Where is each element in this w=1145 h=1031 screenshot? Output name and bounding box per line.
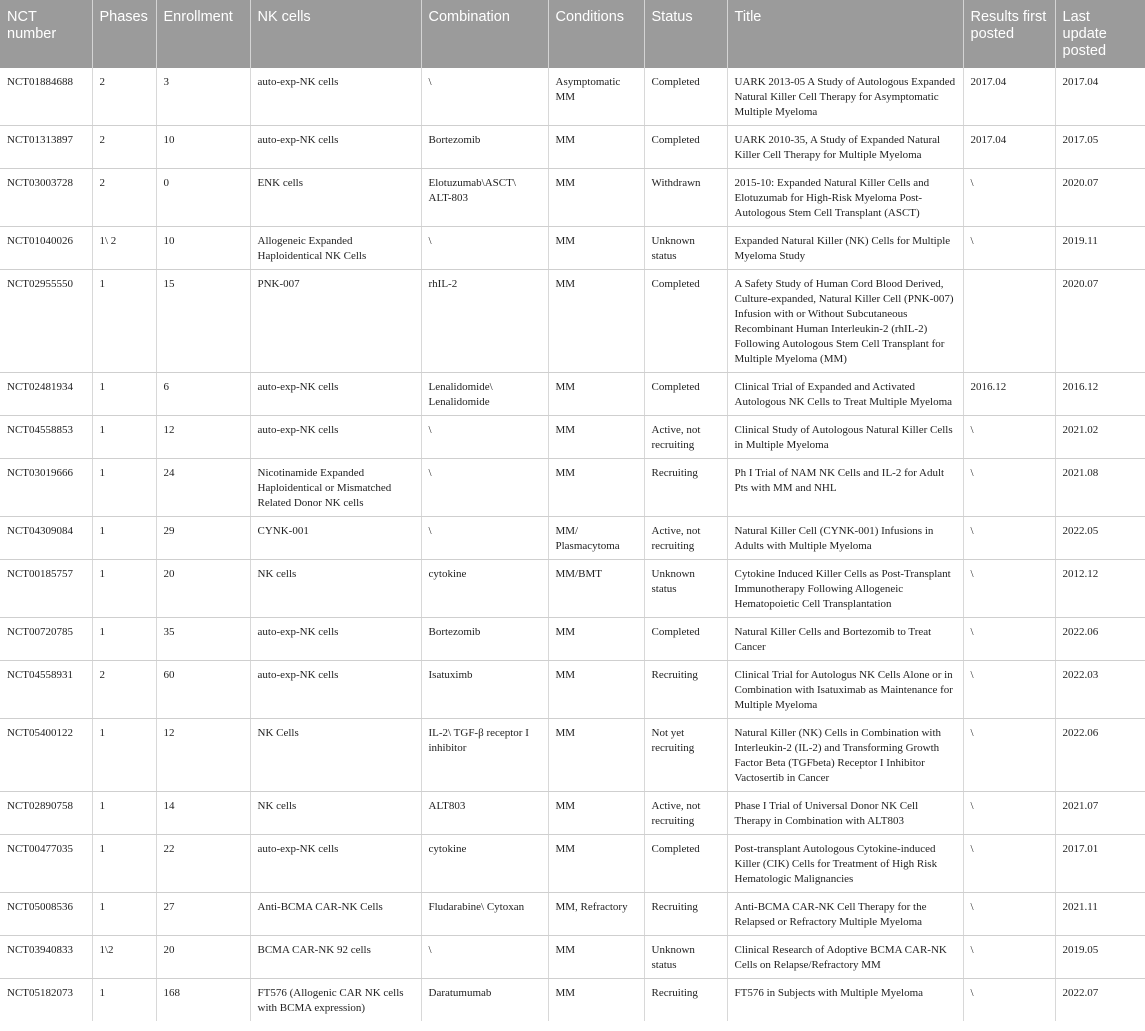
conditions-cell: MM [548,661,644,719]
conditions-cell: MM [548,618,644,661]
enrollment-cell: 14 [156,792,250,835]
nk-cells-cell: Anti-BCMA CAR-NK Cells [250,893,421,936]
title-cell: Anti-BCMA CAR-NK Cell Therapy for the Relapsed or Refractory Multiple Myeloma [727,893,963,936]
last-update-posted-cell: 2020.07 [1055,270,1145,373]
nct-number-cell: NCT01884688 [0,68,92,126]
nk-cells-cell: auto-exp-NK cells [250,373,421,416]
combination-cell: \ [421,517,548,560]
phases-cell: 2 [92,169,156,227]
nk-cells-cell: FT576 (Allogenic CAR NK cells with BCMA expression) [250,979,421,1022]
enrollment-cell: 3 [156,68,250,126]
nct-number-cell: NCT00185757 [0,560,92,618]
table-row [0,936,1145,979]
table-row [0,719,1145,792]
last-update-posted-cell: 2022.06 [1055,719,1145,792]
results-first-posted-cell: \ [963,560,1055,618]
phases-cell: 1 [92,517,156,560]
conditions-cell: MM [548,373,644,416]
nk-cells-cell: BCMA CAR-NK 92 cells [250,936,421,979]
nk-cells-cell: ENK cells [250,169,421,227]
conditions-cell: MM [548,416,644,459]
header-results-first-posted: Results first posted [963,0,1055,68]
nct-number-cell: NCT02955550 [0,270,92,373]
title-cell: Post-transplant Autologous Cytokine-induced Killer (CIK) Cells for Treatment of High Risk Hematologic Malignancies [727,835,963,893]
conditions-cell: MM [548,835,644,893]
status-cell: Completed [644,618,727,661]
results-first-posted-cell: \ [963,893,1055,936]
conditions-cell: MM/BMT [548,560,644,618]
status-cell: Unknown status [644,936,727,979]
status-cell: Completed [644,68,727,126]
status-cell: Completed [644,373,727,416]
combination-cell: \ [421,416,548,459]
title-cell: Expanded Natural Killer (NK) Cells for Multiple Myeloma Study [727,227,963,270]
title-cell: Clinical Trial of Expanded and Activated Autologous NK Cells to Treat Multiple Myeloma [727,373,963,416]
table-row [0,792,1145,835]
nct-number-cell: NCT01313897 [0,126,92,169]
nk-cells-cell: auto-exp-NK cells [250,68,421,126]
results-first-posted-cell: \ [963,618,1055,661]
enrollment-cell: 20 [156,560,250,618]
phases-cell: 1 [92,459,156,517]
nct-number-cell: NCT03003728 [0,169,92,227]
table-row [0,618,1145,661]
title-cell: Clinical Research of Adoptive BCMA CAR-NK Cells on Relapse/Refractory MM [727,936,963,979]
phases-cell: 1\ 2 [92,227,156,270]
results-first-posted-cell: 2017.04 [963,68,1055,126]
title-cell: Cytokine Induced Killer Cells as Post-Transplant Immunotherapy Following Allogeneic Hematopoietic Cell Transplantation [727,560,963,618]
table-row [0,835,1145,893]
enrollment-cell: 15 [156,270,250,373]
last-update-posted-cell: 2022.05 [1055,517,1145,560]
combination-cell: \ [421,459,548,517]
enrollment-cell: 27 [156,893,250,936]
nk-cells-cell: auto-exp-NK cells [250,416,421,459]
enrollment-cell: 35 [156,618,250,661]
nct-number-cell: NCT00477035 [0,835,92,893]
header-conditions: Conditions [548,0,644,68]
conditions-cell: MM [548,792,644,835]
last-update-posted-cell: 2017.05 [1055,126,1145,169]
nct-number-cell: NCT05182073 [7,987,73,999]
combination-cell: Bortezomib [421,618,548,661]
header-row [0,0,1145,68]
table-row [0,893,1145,936]
phases-cell: 1 [92,560,156,618]
combination-cell: Daratumumab [421,979,548,1022]
last-update-posted-cell: 2016.12 [1055,373,1145,416]
table-row [0,979,1145,1022]
status-cell: Active, not recruiting [644,517,727,560]
results-first-posted-cell: \ [963,227,1055,270]
last-update-posted-cell: 2022.06 [1055,618,1145,661]
enrollment-cell: 10 [156,227,250,270]
last-update-posted-cell: 2022.07 [1055,979,1145,1022]
enrollment-cell: 0 [156,169,250,227]
last-update-posted-cell: 2019.05 [1055,936,1145,979]
status-cell: Active, not recruiting [644,792,727,835]
phases-cell: 1 [92,618,156,661]
enrollment-cell: 6 [156,373,250,416]
table-row [0,169,1145,227]
nct-number-cell: NCT04558931 [0,661,92,719]
nk-cells-cell: auto-exp-NK cells [250,618,421,661]
header-status: Status [644,0,727,68]
header-last-update-posted: Last update posted [1055,0,1145,68]
nct-number-cell: NCT02481934 [0,373,92,416]
status-cell: Not yet recruiting [644,719,727,792]
title-cell: Natural Killer (NK) Cells in Combination with Interleukin-2 (IL-2) and Transforming Growth Factor Beta (TGFbeta) Receptor I Inhibitor Vactosertib in Cancer [727,719,963,792]
last-update-posted-cell: 2021.07 [1055,792,1145,835]
last-update-posted-cell: 2021.08 [1055,459,1145,517]
phases-cell: 2 [92,126,156,169]
results-first-posted-cell: \ [963,661,1055,719]
nct-number-cell: NCT01040026 [0,227,92,270]
conditions-cell: MM/ Plasmacytoma [548,517,644,560]
results-first-posted-cell [963,270,1055,373]
nk-cells-cell: Nicotinamide Expanded Haploidentical or Mismatched Related Donor NK cells [250,459,421,517]
combination-cell: rhIL-2 [421,270,548,373]
status-cell: Active, not recruiting [644,416,727,459]
enrollment-cell: 168 [156,979,250,1022]
header-enrollment: Enrollment [156,0,250,68]
status-cell: Recruiting [644,459,727,517]
results-first-posted-cell: \ [963,719,1055,792]
conditions-cell: MM [548,979,644,1022]
header-phases: Phases [92,0,156,68]
title-cell: FT576 in Subjects with Multiple Myeloma [727,979,963,1022]
results-first-posted-cell: \ [963,936,1055,979]
combination-cell: IL-2\ TGF-β receptor I inhibitor [421,719,548,792]
status-cell: Recruiting [644,979,727,1022]
conditions-cell: MM, Refractory [548,893,644,936]
status-cell: Unknown status [644,560,727,618]
table-row [0,126,1145,169]
results-first-posted-cell: \ [963,416,1055,459]
nk-cells-cell: auto-exp-NK cells [250,661,421,719]
status-cell: Completed [644,835,727,893]
table-row [0,416,1145,459]
status-cell: Completed [644,126,727,169]
combination-cell: Bortezomib [421,126,548,169]
conditions-cell: MM [548,270,644,373]
enrollment-cell: 22 [156,835,250,893]
nk-cells-cell: PNK-007 [250,270,421,373]
nct-number-cell: NCT04309084 [0,517,92,560]
combination-cell: Fludarabine\ Cytoxan [421,893,548,936]
nk-cells-cell: CYNK-001 [250,517,421,560]
header-title: Title [727,0,963,68]
last-update-posted-cell: 2020.07 [1055,169,1145,227]
status-cell: Unknown status [644,227,727,270]
combination-cell: \ [421,936,548,979]
title-cell: Ph I Trial of NAM NK Cells and IL-2 for Adult Pts with MM and NHL [727,459,963,517]
phases-cell: 2 [92,661,156,719]
nk-cells-cell: NK Cells [250,719,421,792]
enrollment-cell: 12 [156,416,250,459]
results-first-posted-cell: 2016.12 [963,373,1055,416]
combination-cell: \ [421,68,548,126]
nct-number-cell: NCT00720785 [0,618,92,661]
phases-cell: 1 [92,416,156,459]
status-cell: Recruiting [644,893,727,936]
phases-cell: 1 [92,270,156,373]
header-nct-number: NCT number [0,0,92,68]
combination-cell: ALT803 [421,792,548,835]
conditions-cell: MM [548,459,644,517]
results-first-posted-cell: \ [963,517,1055,560]
combination-cell: cytokine [421,835,548,893]
title-cell: Clinical Study of Autologous Natural Killer Cells in Multiple Myeloma [727,416,963,459]
enrollment-cell: 20 [156,936,250,979]
phases-cell: 1 [92,979,156,1022]
title-cell: Phase I Trial of Universal Donor NK Cell Therapy in Combination with ALT803 [727,792,963,835]
title-cell: Natural Killer Cells and Bortezomib to Treat Cancer [727,618,963,661]
nk-cells-cell: Allogeneic Expanded Haploidentical NK Cells [250,227,421,270]
title-cell: 2015-10: Expanded Natural Killer Cells and Elotuzumab for High-Risk Myeloma Post-Autologous Stem Cell Transplant (ASCT) [727,169,963,227]
nct-number-cell: NCT03019666 [0,459,92,517]
table-row [0,517,1145,560]
phases-cell: 2 [92,68,156,126]
enrollment-cell: 10 [156,126,250,169]
results-first-posted-cell: \ [963,835,1055,893]
last-update-posted-cell: 2017.04 [1055,68,1145,126]
header-combination: Combination [421,0,548,68]
results-first-posted-cell: 2017.04 [963,126,1055,169]
nct-number-cell: NCT05008536 [0,893,92,936]
phases-cell: 1 [92,373,156,416]
nk-cells-cell: NK cells [250,792,421,835]
last-update-posted-cell: 2022.03 [1055,661,1145,719]
combination-cell: Lenalidomide\ Lenalidomide [421,373,548,416]
status-cell: Recruiting [644,661,727,719]
table-row [0,459,1145,517]
table-row [0,227,1145,270]
results-first-posted-cell: \ [963,792,1055,835]
nct-number-cell: NCT05400122 [0,719,92,792]
table-row [0,373,1145,416]
phases-cell: 1 [92,893,156,936]
results-first-posted-cell: \ [963,459,1055,517]
conditions-cell: MM [548,169,644,227]
title-cell: Natural Killer Cell (CYNK-001) Infusions in Adults with Multiple Myeloma [727,517,963,560]
phases-cell: 1 [92,792,156,835]
enrollment-cell: 60 [156,661,250,719]
combination-cell: \ [421,227,548,270]
table-row [0,68,1145,126]
results-first-posted-cell: \ [963,169,1055,227]
title-cell: UARK 2013-05 A Study of Autologous Expanded Natural Killer Cell Therapy for Asymptomatic Multiple Myeloma [727,68,963,126]
enrollment-cell: 29 [156,517,250,560]
enrollment-cell: 12 [156,719,250,792]
conditions-cell: Asymptomatic MM [548,68,644,126]
conditions-cell: MM [548,936,644,979]
header-nk-cells: NK cells [250,0,421,68]
phases-cell: 1 [92,835,156,893]
enrollment-cell: 24 [156,459,250,517]
phases-cell: 1 [92,719,156,792]
table-body [0,68,1145,1021]
last-update-posted-cell: 2019.11 [1055,227,1145,270]
nk-cells-cell: auto-exp-NK cells [250,835,421,893]
last-update-posted-cell: 2021.02 [1055,416,1145,459]
nk-cells-cell: NK cells [250,560,421,618]
title-cell: Clinical Trial for Autologus NK Cells Alone or in Combination with Isatuximab as Maintenance for Multiple Myeloma [727,661,963,719]
table-row [0,560,1145,618]
results-first-posted-cell: \ [963,979,1055,1022]
phases-cell: 1\2 [92,936,156,979]
conditions-cell: MM [548,227,644,270]
conditions-cell: MM [548,126,644,169]
last-update-posted-cell: 2012.12 [1055,560,1145,618]
conditions-cell: MM [548,719,644,792]
table-row [0,270,1145,373]
title-cell: A Safety Study of Human Cord Blood Derived, Culture-expanded, Natural Killer Cell (PNK-007) Infusion with or Without Subcutaneous Recombinant Human Interleukin-2 (rhIL-2) Following Autologous Stem Cell Transplant for Multiple Myeloma (MM) [727,270,963,373]
status-cell: Withdrawn [644,169,727,227]
combination-cell: Isatuximb [421,661,548,719]
title-cell: UARK 2010-35, A Study of Expanded Natural Killer Cell Therapy for Multiple Myeloma [727,126,963,169]
table-row [0,661,1145,719]
last-update-posted-cell: 2021.11 [1055,893,1145,936]
combination-cell: cytokine [421,560,548,618]
nk-cells-cell: auto-exp-NK cells [250,126,421,169]
nct-number-cell: NCT02890758 [0,792,92,835]
nct-number-cell: NCT04558853 [0,416,92,459]
nct-number-cell: NCT03940833 [0,936,92,979]
last-update-posted-cell: 2017.01 [1055,835,1145,893]
status-cell: Completed [644,270,727,373]
combination-cell: Elotuzumab\ASCT\ ALT-803 [421,169,548,227]
